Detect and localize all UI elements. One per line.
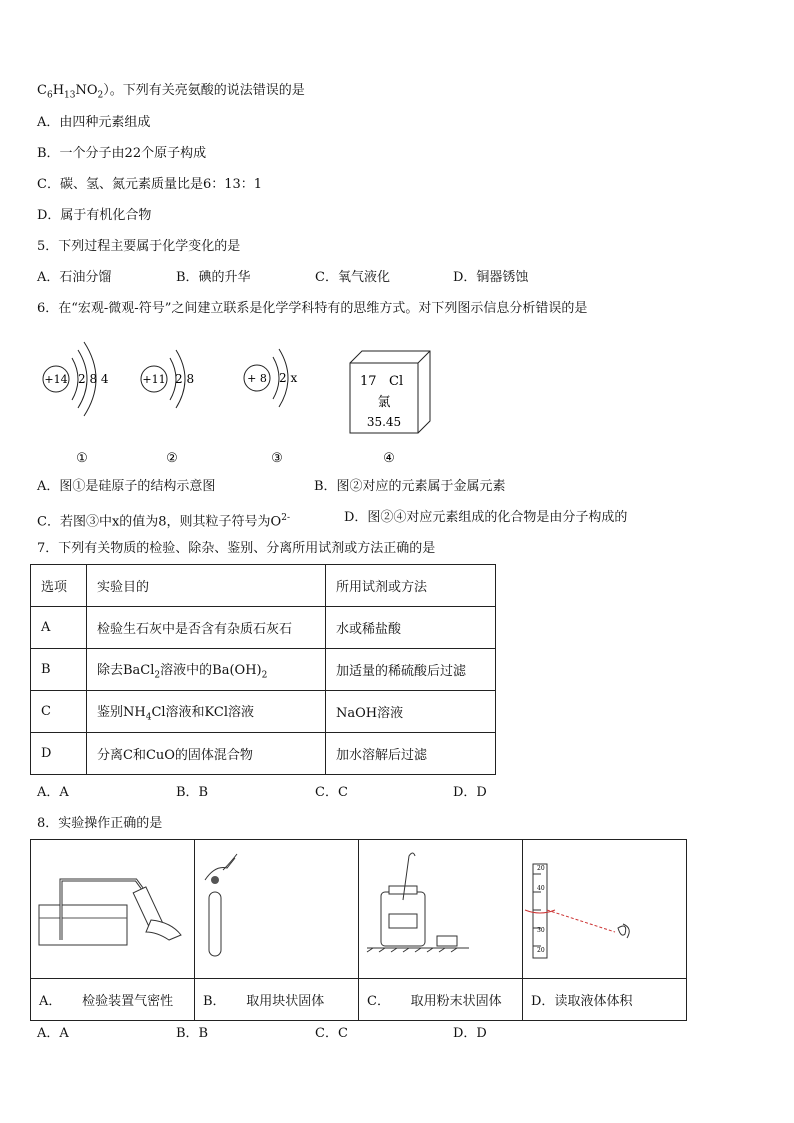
element-symbol: Cl (389, 374, 404, 389)
svg-text:20: 20 (537, 865, 545, 872)
element-cell-chlorine (350, 351, 430, 466)
atom1-nucleus: +14 (44, 373, 68, 386)
airtightness-check-figure (31, 840, 194, 974)
q6-stem: 6．在“宏观-微观-符号”之间建立联系是化学学科特有的思维方式。对下列图示信息分析错误的是 (37, 301, 588, 316)
svg-text:40: 40 (537, 885, 545, 892)
svg-text:20: 20 (537, 947, 545, 954)
fig3-label: ③ (271, 451, 283, 466)
q8-caption-b: B． 取用块状固体 (195, 979, 359, 1021)
table-row: D 分离C和CuO的固体混合物 加水溶解后过滤 (31, 733, 496, 775)
table-row: B 除去BaCl$_2$溶液中的$Ba(OH)_2$ 加适量的稀硫酸后过滤 (31, 649, 496, 691)
q6-option-c: C．若图③中x的值为8，则其粒子符号为$O^{2-}$ (37, 513, 290, 530)
q5-option-a: A．石油分馏 (37, 270, 112, 285)
q5-option-b: B．碘的升华 (176, 270, 251, 285)
q8-answer-c: C．C (315, 1026, 348, 1041)
fig2-label: ② (166, 451, 178, 466)
cylinder-reading-figure (523, 840, 686, 974)
header-method: 所用试剂或方法 (326, 565, 496, 607)
q7-answer-a: A．A (37, 785, 69, 800)
q4-option-d: D．属于有机化合物 (37, 208, 152, 223)
atom-diagram-2 (141, 350, 194, 466)
atom3-shells: 2 x (279, 371, 298, 385)
q6-option-b: B．图②对应的元素属于金属元素 (314, 479, 506, 494)
element-number: 17 (360, 374, 377, 389)
header-option: 选项 (31, 565, 87, 607)
q4-option-c: C．碳、氢、氮元素质量比是6：13：1 (37, 177, 263, 192)
q7-table (30, 564, 496, 775)
fig4-label: ④ (383, 451, 395, 466)
q8-caption-c: C． 取用粉末状固体 (359, 979, 523, 1021)
q8-table (30, 839, 687, 1021)
q5-option-d: D．铜器锈蚀 (453, 270, 529, 285)
table-row: A 检验生石灰中是否含有杂质石灰石 水或稀盐酸 (31, 607, 496, 649)
q5-stem: 5．下列过程主要属于化学变化的是 (37, 239, 241, 254)
q4-stem: $C_6H_{13}NO_2$）。下列有关亮氨酸的说法错误的是 (37, 83, 305, 101)
q6-option-a: A．图①是硅原子的结构示意图 (37, 479, 216, 494)
atom-diagram-1 (43, 342, 109, 466)
atom3-nucleus: + 8 (247, 372, 267, 385)
q8-answer-a: A．A (37, 1026, 69, 1041)
q6-option-d: D．图②④对应元素组成的化合物是由分子构成的 (344, 510, 628, 525)
header-aim: 实验目的 (87, 565, 326, 607)
q8-caption-d: D．读取液体体积 (523, 979, 687, 1021)
element-name: 氯 (377, 395, 391, 410)
svg-text:30: 30 (537, 927, 545, 934)
atom-diagram-3 (244, 349, 297, 466)
q8-stem: 8．实验操作正确的是 (37, 816, 163, 831)
atom2-nucleus: +11 (142, 373, 166, 386)
table-header-row (31, 565, 496, 607)
atom1-shells: 2 8 4 (78, 372, 109, 386)
powder-solid-figure (359, 840, 522, 974)
q7-answer-b: B．B (176, 785, 209, 800)
q6-figures (0, 330, 794, 475)
atom2-shells: 2 8 (175, 372, 195, 386)
q7-answer-c: C．C (315, 785, 348, 800)
q8-caption-a: A． 检验装置气密性 (31, 979, 195, 1021)
q7-stem: 7．下列有关物质的检验、除杂、鉴别、分离所用试剂或方法正确的是 (37, 541, 436, 556)
fig1-label: ① (76, 451, 88, 466)
q8-answer-d: D．D (453, 1026, 487, 1041)
element-mass: 35.45 (366, 415, 402, 429)
q4-option-b: B．一个分子由22个原子构成 (37, 146, 207, 161)
q8-answer-b: B．B (176, 1026, 209, 1041)
block-solid-figure (195, 840, 358, 974)
q7-answer-d: D．D (453, 785, 487, 800)
table-row: C 鉴别$NH_4Cl$溶液和KCl溶液 NaOH溶液 (31, 691, 496, 733)
q5-option-c: C．氧气液化 (315, 270, 390, 285)
q4-option-a: A．由四种元素组成 (37, 115, 151, 130)
